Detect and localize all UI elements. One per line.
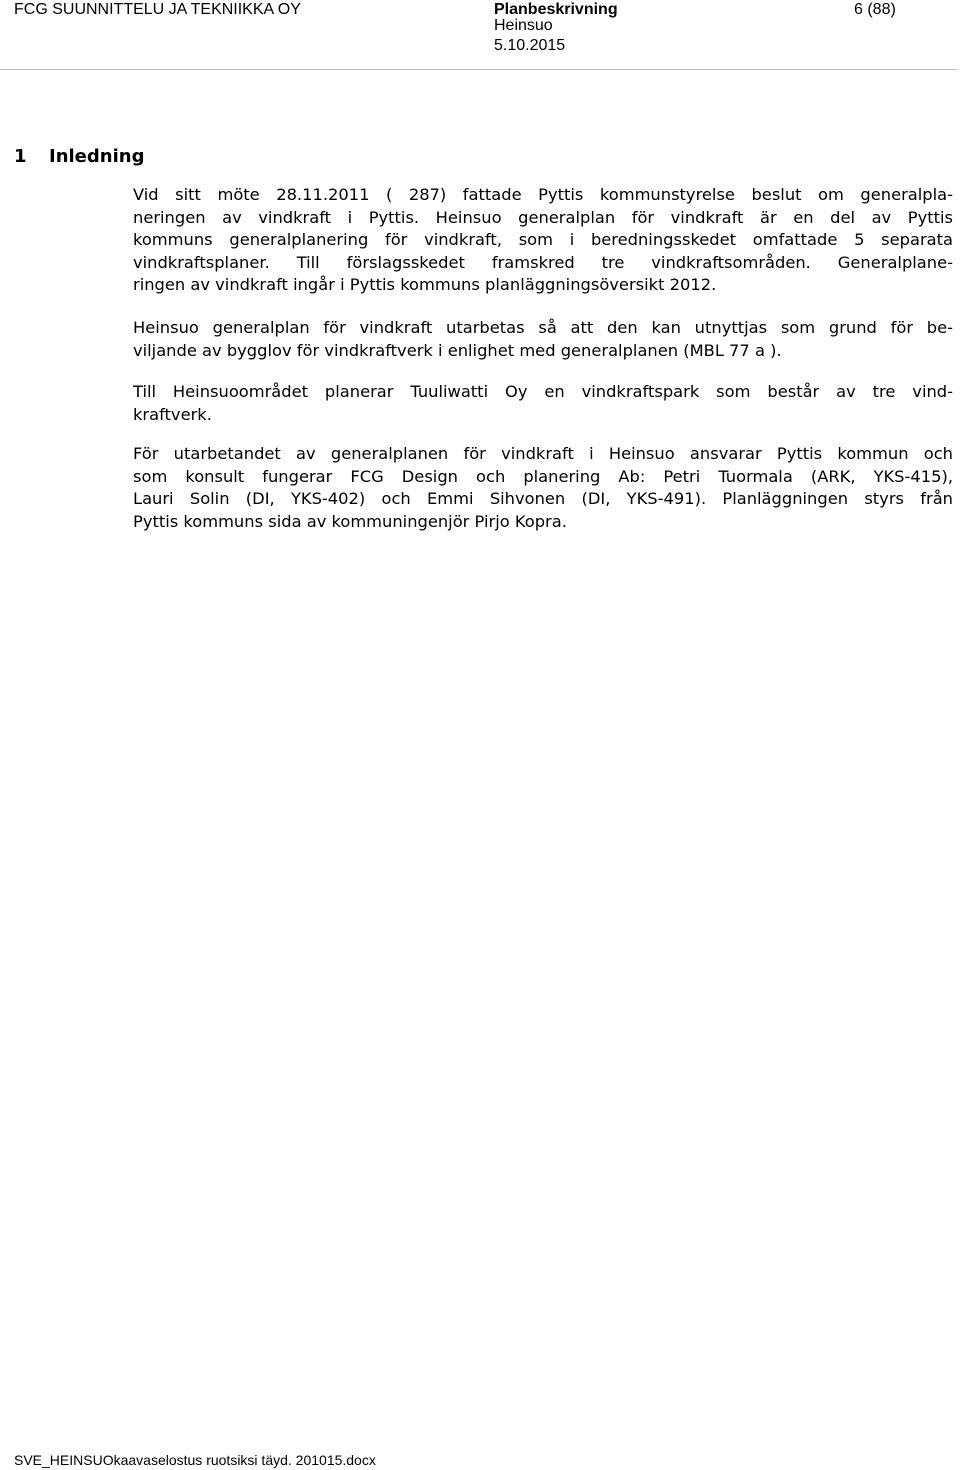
document-date: 5.10.2015 <box>494 37 566 54</box>
paragraph-line: vindkraftsplaner. Till förslagsskedet framskred tre vindkraftsområden. Generalplane- <box>133 252 953 272</box>
footer-filename: SVE_HEINSUOkaavaselostus ruotsiksi täyd. 201015.docx <box>14 1452 376 1468</box>
header-divider <box>0 69 957 70</box>
paragraph-line: ringen av vindkraft ingår i Pyttis kommuns planläggningsöversikt 2012. <box>133 275 717 294</box>
paragraph-purpose <box>133 317 953 362</box>
paragraph-line: Heinsuo generalplan för vindkraft utarbetas så att den kan utnyttjas som grund för be- <box>133 318 953 337</box>
page-number: 6 (88) <box>854 1 896 18</box>
paragraph-responsibility <box>133 443 953 533</box>
plan-location: Heinsuo <box>494 17 553 34</box>
paragraph-line: Pyttis kommuns sida av kommuningenjör Pirjo Kopra. <box>133 511 567 531</box>
paragraph-line: neringen av vindkraft i Pyttis. Heinsuo generalplan för vindkraft är en del av Pyttis <box>133 207 953 227</box>
section-number: 1 <box>14 146 27 167</box>
paragraph-decision <box>133 184 953 297</box>
paragraph-line: Till Heinsuoområdet planerar Tuuliwatti Oy en vindkraftspark som består av tre vind- <box>133 382 953 401</box>
paragraph-line: För utarbetandet av generalplanen för vindkraft i Heinsuo ansvarar Pyttis kommun och <box>133 444 953 463</box>
paragraph-line: kommuns generalplanering för vindkraft, som i beredningsskedet omfattade 5 separata <box>133 230 953 249</box>
page-header <box>0 0 960 72</box>
paragraph-line: Vid sitt möte 28.11.2011 ( 287) fattade Pyttis kommunstyrelse beslut om generalpla- <box>133 185 953 204</box>
paragraph-line: kraftverk. <box>133 404 212 424</box>
paragraph-line: Lauri Solin (DI, YKS-402) och Emmi Sihvonen (DI, YKS-491). Planläggningen styrs från <box>133 489 953 508</box>
company-name: FCG SUUNNITTELU JA TEKNIIKKA OY <box>14 1 301 18</box>
paragraph-line: viljande av bygglov för vindkraftverk i enlighet med generalplanen (MBL 77 a ). <box>133 340 782 360</box>
paragraph-line: som konsult fungerar FCG Design och planering Ab: Petri Tuormala (ARK, YKS-415), <box>133 466 953 486</box>
paragraph-windpark <box>133 381 953 426</box>
document-type: Planbeskrivning <box>494 1 618 18</box>
section-heading <box>14 145 144 169</box>
section-title: Inledning <box>49 146 145 167</box>
